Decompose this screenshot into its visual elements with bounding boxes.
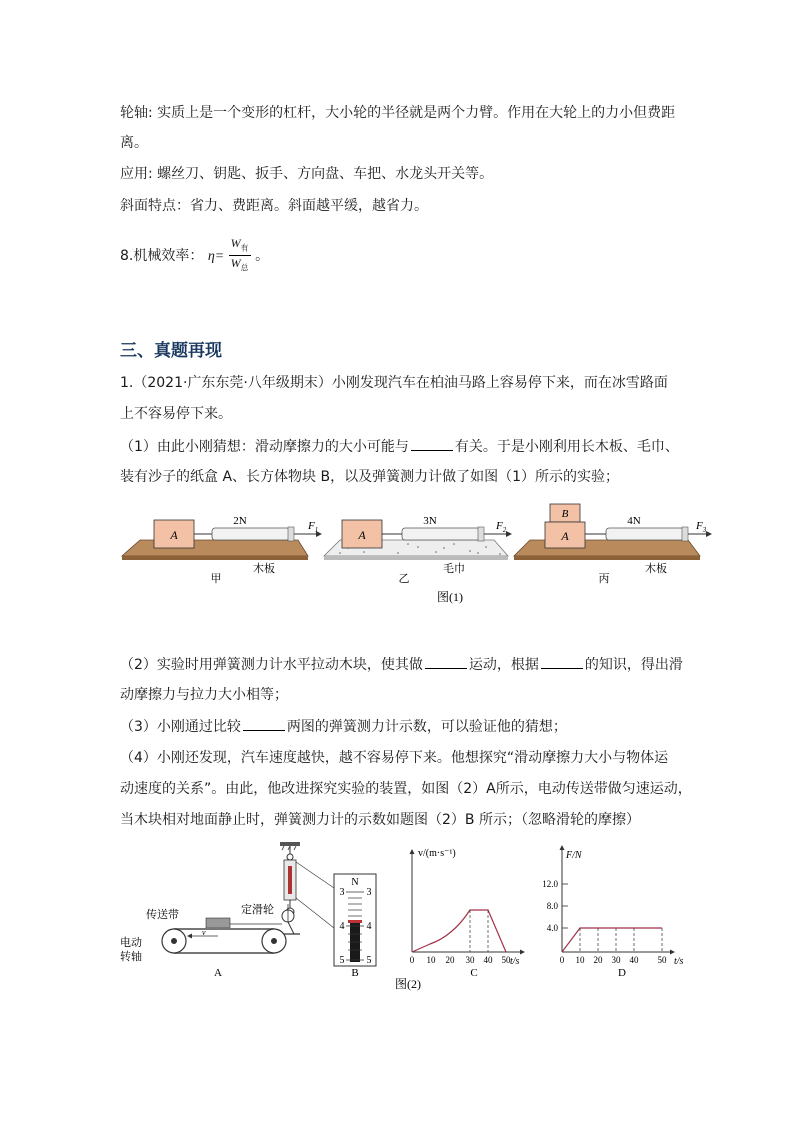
- surface-bing: 木板: [645, 563, 667, 575]
- panel-b-label: B: [351, 967, 359, 979]
- wheel-axle-line-2: 离。: [120, 135, 148, 151]
- chart-d-ytick-12: 12.0: [542, 879, 558, 889]
- scale-tick-left-3: 3: [339, 887, 345, 898]
- chart-c-ylabel: v/(m·s⁻¹): [418, 848, 456, 859]
- scale-tick-right-5: 5: [366, 955, 372, 966]
- q1-part4-line-1: （4）小刚还发现，汽车速度越快，越不容易停下来。他想探究“滑动摩擦力大小与物体运: [120, 750, 669, 766]
- q1-part2-text-a: （2）实验时用弹簧测力计水平拉动木块，使其做: [120, 657, 423, 673]
- q1-stem-line-2: 上不容易停下来。: [120, 406, 232, 422]
- chart-c-xtick-0: 0: [409, 955, 415, 965]
- q1-part2-text-b: 运动，根据: [468, 657, 539, 673]
- force-curve: [562, 928, 662, 952]
- chart-d-xtick-40: 40: [629, 955, 639, 965]
- q1-part1-text-b: 有关。于是小刚利用长木板、毛巾、: [454, 439, 679, 455]
- box-a-jia-label: A: [170, 528, 178, 542]
- belt-label: 传送带: [146, 909, 179, 921]
- pulley-label: 定滑轮: [241, 904, 274, 916]
- motor-label-1: 电动: [120, 937, 142, 949]
- chart-c-xlabel: t/s: [510, 956, 520, 967]
- answer-blank-2[interactable]: [425, 654, 467, 669]
- panel-d-label: D: [618, 967, 626, 979]
- panel-c-label: C: [470, 967, 478, 979]
- spring-scale-jia: [212, 528, 290, 540]
- figure2-d: [542, 845, 683, 979]
- chart-d-xtick-10: 10: [575, 955, 585, 965]
- panel-a-label: A: [214, 967, 222, 979]
- force-yi: $F_2$: [496, 520, 507, 534]
- efficiency-formula: [120, 236, 269, 276]
- reading-yi: 3N: [423, 515, 437, 527]
- q1-part3-line: [120, 716, 567, 737]
- figure1-jia: [122, 515, 322, 585]
- applications-line: 应用: 螺丝刀、钥匙、扳手、方向盘、车把、水龙头开关等。: [120, 166, 494, 182]
- figure2-b: [334, 874, 376, 979]
- motor-label-2: 转轴: [120, 951, 142, 963]
- figure2-caption: 图(2): [395, 977, 421, 991]
- scale-tick-right-3: 3: [366, 887, 372, 898]
- answer-blank-4[interactable]: [243, 716, 285, 731]
- q1-part3-text-a: （3）小刚通过比较: [120, 719, 241, 735]
- figure-2: [118, 840, 708, 992]
- chart-c-xtick-20: 20: [445, 955, 455, 965]
- force-jia: $F_1$: [308, 520, 319, 534]
- figure1-yi: [324, 515, 512, 585]
- numerator-sub: 有: [240, 243, 249, 253]
- q1-part1-text-a: （1）由此小刚猜想：滑动摩擦力的大小可能与: [120, 439, 409, 455]
- chart-d-ytick-8: 8.0: [546, 901, 558, 911]
- denominator-w: W: [230, 256, 241, 271]
- label-jia: 甲: [210, 573, 222, 585]
- q1-part2-line-2: 动摩擦力与拉力大小相等；: [120, 687, 288, 703]
- numerator-w: W: [230, 236, 241, 250]
- efficiency-label: 8.机械效率：: [120, 247, 204, 264]
- figure2-a: [120, 842, 300, 979]
- figure1-caption: 图(1): [437, 590, 463, 604]
- surface-jia: 木板: [253, 563, 275, 575]
- scale-tick-right-4: 4: [366, 921, 372, 932]
- answer-blank-1[interactable]: [411, 436, 453, 451]
- q1-part2-line-1: [120, 654, 683, 675]
- force-bing: $F_3$: [696, 520, 707, 534]
- chart-c-xtick-30: 30: [465, 955, 475, 965]
- section-title: 三、真题再现: [120, 341, 222, 361]
- eta-symbol: η=: [207, 248, 225, 264]
- incline-line: 斜面特点：省力、费距离。斜面越平缓，越省力。: [120, 198, 428, 214]
- scale-tick-left-5: 5: [339, 955, 345, 966]
- label-yi: 乙: [398, 573, 410, 585]
- q1-part4-line-2: 动速度的关系”。由此，他改进探究实验的装置，如图（2）A所示，电动传送带做匀速运动，: [120, 781, 692, 797]
- efficiency-end: 。: [255, 247, 270, 264]
- wood-block: [206, 918, 230, 928]
- answer-blank-3[interactable]: [541, 654, 583, 669]
- q1-stem-line-1: 1.（2021·广东东莞·八年级期末）小刚发现汽车在柏油马路上容易停下来，而在冰雪路面: [120, 375, 668, 391]
- spring-scale-bing: [606, 528, 684, 540]
- denominator-sub: 总: [240, 263, 249, 273]
- q1-part3-text-b: 两图的弹簧测力计示数，可以验证他的猜想；: [286, 719, 567, 735]
- chart-c-xtick-10: 10: [426, 955, 436, 965]
- chart-d-xtick-20: 20: [593, 955, 603, 965]
- scale-unit: N: [351, 877, 359, 888]
- wheel-axle-line-1: 轮轴: 实质上是一个变形的杠杆，大小轮的半径就是两个力臂。作用在大轮上的力小但费距: [120, 105, 676, 121]
- figure-1: [118, 500, 718, 610]
- chart-d-xlabel: t/s: [674, 956, 684, 967]
- label-bing: 丙: [598, 573, 610, 585]
- box-a-yi-label: A: [358, 528, 366, 542]
- chart-d-ytick-4: 4.0: [546, 923, 558, 933]
- chart-c-xtick-40: 40: [483, 955, 493, 965]
- velocity-label: v: [202, 928, 206, 937]
- box-b-bing-label: B: [561, 508, 569, 520]
- reading-jia: 2N: [233, 515, 247, 527]
- efficiency-fraction: [229, 236, 251, 276]
- chart-d-xtick-0: 0: [559, 955, 565, 965]
- scale-tick-left-4: 4: [339, 921, 345, 932]
- reading-bing: 4N: [627, 515, 641, 527]
- q1-part4-line-3: 当木块相对地面静止时，弹簧测力计的示数如题图（2）B 所示；（忽略滑轮的摩擦）: [120, 812, 640, 828]
- chart-d-ylabel: F/N: [566, 850, 582, 861]
- chart-c-xtick-50: 50: [501, 955, 511, 965]
- spring-scale-yi: [402, 528, 480, 540]
- surface-yi: 毛巾: [443, 563, 465, 575]
- q1-part1-line-2: 装有沙子的纸盒 A、长方体物块 B，以及弹簧测力计做了如图（1）所示的实验；: [120, 469, 619, 485]
- velocity-curve: [412, 910, 506, 952]
- q1-part2-text-c: 的知识，得出滑: [584, 657, 683, 673]
- box-a-bing-label: A: [561, 529, 569, 543]
- chart-d-xtick-30: 30: [611, 955, 621, 965]
- figure2-c: [410, 848, 526, 979]
- q1-part1-line-1: [120, 436, 679, 457]
- chart-d-xtick-50: 50: [657, 955, 667, 965]
- figure1-bing: [514, 504, 712, 585]
